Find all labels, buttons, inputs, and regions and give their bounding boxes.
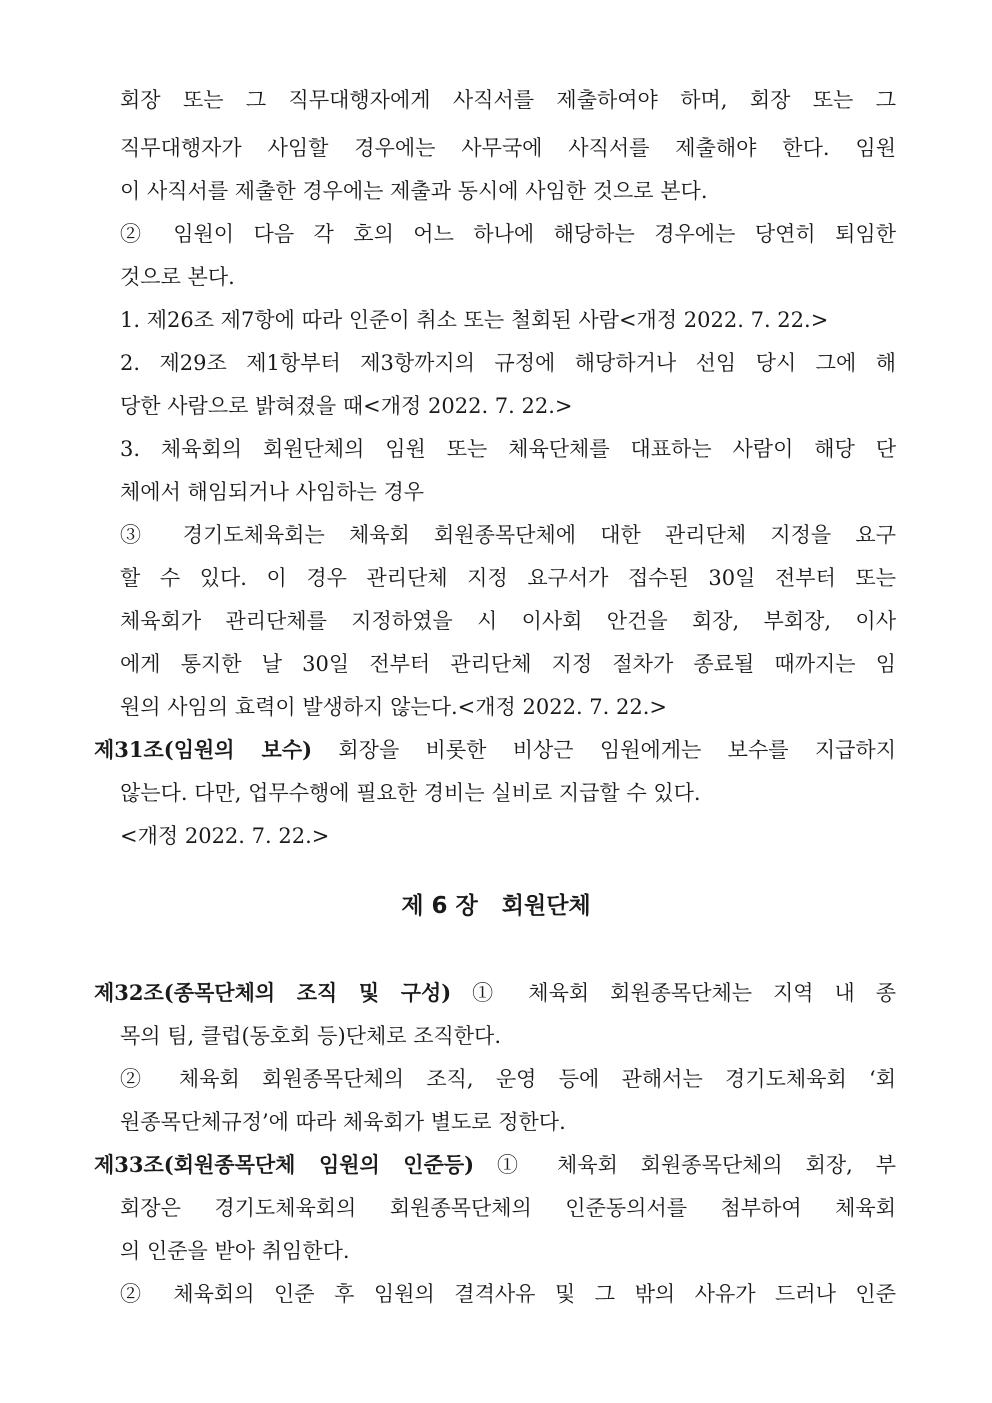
- paragraph-line: 이 사직서를 제출한 경우에는 제출과 동시에 사임한 것으로 본다.: [120, 179, 708, 203]
- article-text: 회장을 비롯한 비상근 임원에게는 보수를 지급하지: [312, 738, 896, 762]
- list-item-continuation: 체에서 해임되거나 사임하는 경우: [120, 480, 425, 504]
- article-31: [94, 735, 896, 765]
- paragraph-line: 회장 또는 그 직무대행자에게 사직서를 제출하여야 하며, 회장 또는 그: [120, 88, 896, 112]
- article-text: ① 체육회 회원종목단체는 지역 내 종: [451, 981, 896, 1005]
- paragraph-line: ② 임원이 다음 각 호의 어느 하나에 해당하는 경우에는 당연히 퇴임한: [120, 222, 896, 246]
- list-item: 2. 제29조 제1항부터 제3항까지의 규정에 해당하거나 선임 당시 그에 해: [120, 351, 896, 375]
- paragraph-line: ③ 경기도체육회는 체육회 회원종목단체에 대한 관리단체 지정을 요구: [120, 523, 896, 547]
- chapter-heading: 제 6 장 회원단체: [401, 893, 591, 919]
- paragraph-line: ② 체육회 회원종목단체의 조직, 운영 등에 관해서는 경기도체육회 ‘회: [120, 1067, 896, 1091]
- paragraph-line: 원의 사임의 효력이 발생하지 않는다.<개정 2022. 7. 22.>: [120, 695, 668, 719]
- paragraph-line: 목의 팀, 클럽(동호회 등)단체로 조직한다.: [120, 1024, 502, 1048]
- paragraph-line: 에게 통지한 날 30일 전부터 관리단체 지정 절차가 종료될 때까지는 임: [120, 652, 896, 676]
- paragraph-line: 직무대행자가 사임할 경우에는 사무국에 사직서를 제출해야 한다. 임원: [120, 136, 896, 160]
- paragraph-line: 않는다. 다만, 업무수행에 필요한 경비는 실비로 지급할 수 있다.: [120, 781, 701, 805]
- paragraph-line: 의 인준을 받아 취임한다.: [120, 1239, 350, 1263]
- amendment-note: <개정 2022. 7. 22.>: [120, 824, 330, 848]
- paragraph-line: ② 체육회의 인준 후 임원의 결격사유 및 그 밖의 사유가 드러나 인준: [120, 1282, 896, 1306]
- list-item: 1. 제26조 제7항에 따라 인준이 취소 또는 철회된 사람<개정 2022. 7. 22.>: [120, 308, 829, 332]
- article-33: [94, 1150, 896, 1180]
- paragraph-line: 할 수 있다. 이 경우 관리단체 지정 요구서가 접수된 30일 전부터 또는: [120, 566, 896, 590]
- paragraph-line: 것으로 본다.: [120, 265, 235, 289]
- article-title: 제32조(종목단체의 조직 및 구성): [94, 980, 452, 1005]
- paragraph-line: 원종목단체규정’에 따라 체육회가 별도로 정한다.: [120, 1110, 566, 1134]
- list-item: 3. 체육회의 회원단체의 임원 또는 체육단체를 대표하는 사람이 해당 단: [120, 437, 896, 461]
- article-title: 제33조(회원종목단체 임원의 인준등): [94, 1152, 475, 1177]
- paragraph-line: 회장은 경기도체육회의 회원종목단체의 인준동의서를 첨부하여 체육회: [120, 1196, 896, 1220]
- list-item-continuation: 당한 사람으로 밝혀졌을 때<개정 2022. 7. 22.>: [120, 394, 573, 418]
- article-text: ① 체육회 회원종목단체의 회장, 부: [474, 1153, 896, 1177]
- article-32: [94, 978, 896, 1008]
- article-title: 제31조(임원의 보수): [94, 737, 313, 762]
- paragraph-line: 체육회가 관리단체를 지정하였을 시 이사회 안건을 회장, 부회장, 이사: [120, 609, 896, 633]
